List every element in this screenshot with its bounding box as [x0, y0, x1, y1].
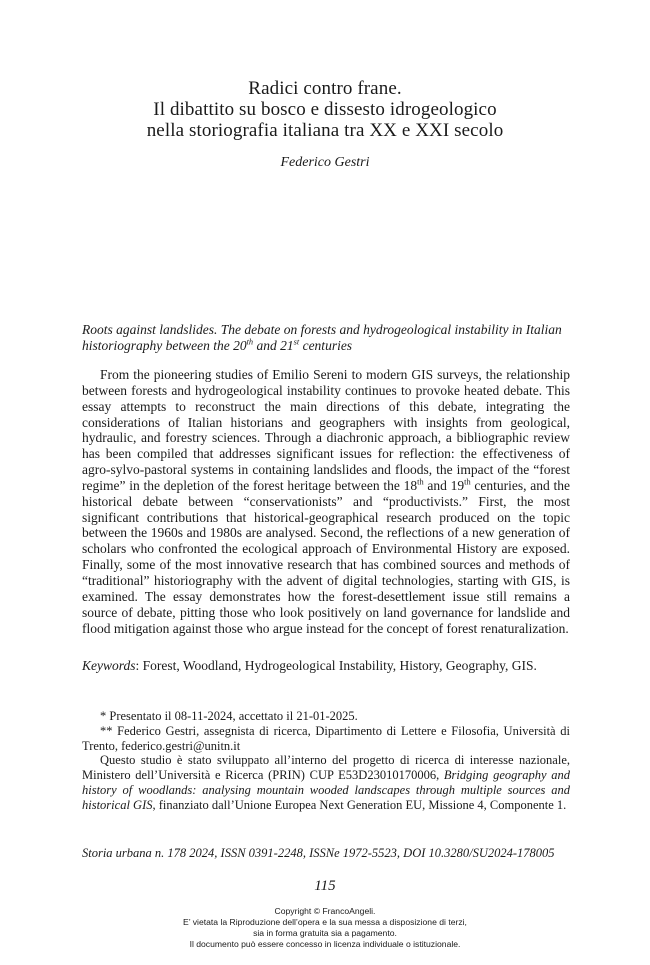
- footnote-funding-text-1: Questo studio è stato sviluppato all’interno del progetto di ricerca di interesse nazionale, Ministero dell’Università e Ricerca (PRIN) CUP E53D23010170006,: [82, 753, 570, 783]
- footnotes: [82, 709, 570, 813]
- copyright-line-3: sia in forma gratuita sia a pagamento.: [253, 928, 397, 938]
- english-title-text-3: centuries: [299, 338, 353, 353]
- abstract-paragraph: [82, 367, 570, 636]
- keywords-label: Keywords: [82, 658, 136, 673]
- title-line-2: Il dibattito su bosco e dissesto idrogeologico: [153, 99, 497, 120]
- footnote-funding: [82, 753, 570, 812]
- author-name: Federico Gestri: [280, 155, 370, 170]
- keywords-line: [82, 658, 570, 674]
- footnote-funding-project-title: Bridging geography and history of woodlands: analysing mountain wooded landscapes through multiple sources and historical GIS: [82, 768, 570, 812]
- abstract-part-1: From the pioneering studies of Emilio Sereni to modern GIS surveys, the relationship between forests and hydrogeological instability continues to provoke heated debate. This essay attempts to reconstruct the main directions of this debate, integrating the considerations of Italian historians and geographers with insights from geological, hydraulic, and forestry sciences. Through a diachronic approach, a bibliographic review has been compiled that addresses significant issues for reflection: the effectiveness of agro-sylvo-pastoral systems in containing landslides and floods, the impact of the “forest regime” in the depletion of the forest heritage between the 18: [82, 367, 570, 493]
- copyright-notice: [0, 906, 650, 950]
- english-title-text-1: Roots against landslides. The debate on forests and hydrogeological instability in Italian historiography between the 20: [82, 322, 562, 353]
- journal-citation: Storia urbana n. 178 2024, ISSN 0391-2248, ISSNe 1972-5523, DOI 10.3280/SU2024-178005: [82, 846, 555, 860]
- keywords-text: : Forest, Woodland, Hydrogeological Instability, History, Geography, GIS.: [135, 658, 537, 673]
- copyright-line-1: Copyright © FrancoAngeli.: [274, 906, 376, 916]
- english-title-sup-1: th: [246, 337, 254, 347]
- footnote-author-affiliation: ** Federico Gestri, assegnista di ricerca, Dipartimento di Lettere e Filosofia, Università di Trento, federico.gestri@unitn.it: [82, 723, 570, 753]
- abstract-part-3: centuries, and the historical debate between “conservationists” and “productivists.” First, the most significant contributions that historical-geographical research produced on the topic between the 1960s and 1980s are analysed. Second, the reflections of a new generation of scholars who confronted the ecological approach of Environmental History are exposed. Finally, some of the most innovative research that has combined sources and methods of “traditional” historiography with the advent of digital technologies, starting with GIS, is examined. The essay demonstrates how the forest-desettlement issue still remains a source of debate, pitting those who look positively on land governance for landslide and flood mitigation against those who argue instead for the concept of forest renaturalization.: [82, 477, 570, 636]
- copyright-line-2: E’ vietata la Riproduzione dell’opera e la sua messa a disposizione di terzi,: [183, 917, 467, 927]
- article-header: [0, 78, 650, 172]
- abstract-part-2: and 19: [423, 477, 465, 493]
- copyright-line-4: Il documento può essere concesso in licenza individuale o istituzionale.: [189, 939, 461, 949]
- english-title-text-2: and 21: [253, 338, 294, 353]
- footnote-funding-text-2: , finanziato dall’Unione Europea Next Generation EU, Missione 4, Componente 1.: [152, 797, 567, 812]
- abstract-sup-1: th: [417, 477, 424, 487]
- title-line-3: nella storiografia italiana tra XX e XXI secolo: [146, 120, 504, 141]
- english-title: [82, 322, 570, 354]
- title-line-1: Radici contro frane.: [248, 78, 402, 99]
- english-title-sup-2: st: [293, 337, 300, 347]
- footnote-submission: * Presentato il 08-11-2024, accettato il 21-01-2025.: [100, 709, 358, 723]
- page-number: 115: [314, 878, 336, 894]
- abstract-sup-2: th: [464, 477, 471, 487]
